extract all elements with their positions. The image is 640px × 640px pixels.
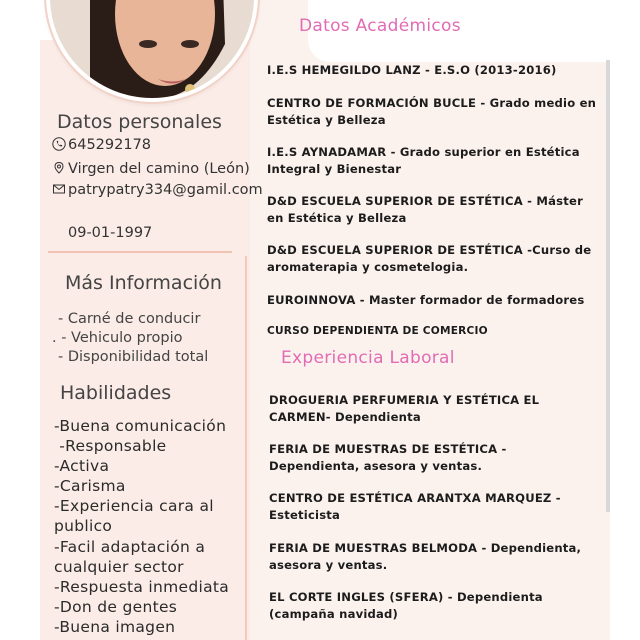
mail-icon (52, 182, 68, 200)
skill-item: -Experiencia cara al (54, 497, 214, 516)
email-value: patrypatry334@gamil.com (68, 182, 263, 198)
experience-entry: CENTRO DE ESTÉTICA ARANTXA MARQUEZ - Esteticista (269, 491, 561, 522)
phone-icon (52, 137, 68, 155)
experience-entry: DROGUERIA PERFUMERIA Y ESTÉTICA EL CARMEN- Dependienta (269, 393, 540, 424)
more-info-item: - Disponibilidad total (58, 349, 209, 365)
experience-entry: EL CORTE INGLES (SFERA) - Dependienta (campaña navidad) (269, 590, 543, 621)
email-row (52, 182, 263, 200)
phone-value: 645292178 (68, 137, 152, 153)
location-pin-icon (52, 161, 68, 179)
skill-item: publico (54, 517, 113, 536)
left-divider (48, 251, 232, 253)
cv-page (40, 0, 610, 640)
more-info-item: - Carné de conducir (58, 311, 201, 327)
academic-entry: I.E.S HEMEGILDO LANZ - E.S.O (2013-2016) (267, 63, 557, 77)
skill-item: -Buena comunicación (54, 417, 227, 435)
academic-entry: D&D ESCUELA SUPERIOR DE ESTÉTICA -Curso de aromaterapia y cosmetelogia. (267, 243, 592, 274)
skill-item: cualquier sector (54, 557, 184, 576)
more-info-item: . - Vehiculo propio (52, 330, 183, 346)
experience-entry: FERIA DE MUESTRAS DE ESTÉTICA - Dependienta, asesora y ventas. (269, 442, 507, 473)
more-info-title: Más Información (65, 272, 222, 294)
academic-entry: I.E.S AYNADAMAR - Grado superior en Estética Integral y Bienestar (267, 145, 580, 176)
address-row (52, 161, 250, 179)
skills-list (54, 416, 229, 637)
skills-title: Habilidades (60, 382, 172, 404)
skill-item: -Don de gentes (54, 597, 178, 616)
experience-title: Experiencia Laboral (281, 348, 455, 368)
skill-item: -Respuesta inmediata (54, 577, 230, 596)
skill-item: -Buena imagen (54, 617, 176, 636)
skill-item: -Facil adaptación a (54, 537, 206, 556)
academic-entry: EUROINNOVA - Master formador de formadores (267, 293, 585, 307)
phone-row (52, 137, 151, 155)
personal-title: Datos personales (57, 111, 222, 133)
column-divider (245, 256, 247, 640)
academic-entry: D&D ESCUELA SUPERIOR DE ESTÉTICA - Máster en Estética y Belleza (267, 194, 583, 225)
skill-item: -Carisma (54, 477, 126, 496)
skill-item: -Responsable (54, 437, 167, 456)
skill-item: -Activa (54, 457, 110, 476)
birthdate: 09-01-1997 (68, 225, 153, 241)
academic-entry: CENTRO DE FORMACIÓN BUCLE - Grado medio en Estética y Belleza (267, 96, 597, 127)
experience-entry: FERIA DE MUESTRAS BELMODA - Dependienta, asesora y ventas. (269, 541, 582, 572)
right-edge-bar (606, 60, 610, 512)
address-value: Virgen del camino (León) (68, 161, 250, 177)
academic-entry: CURSO DEPENDIENTA DE COMERCIO (267, 325, 488, 337)
academic-title: Datos Académicos (299, 16, 461, 36)
